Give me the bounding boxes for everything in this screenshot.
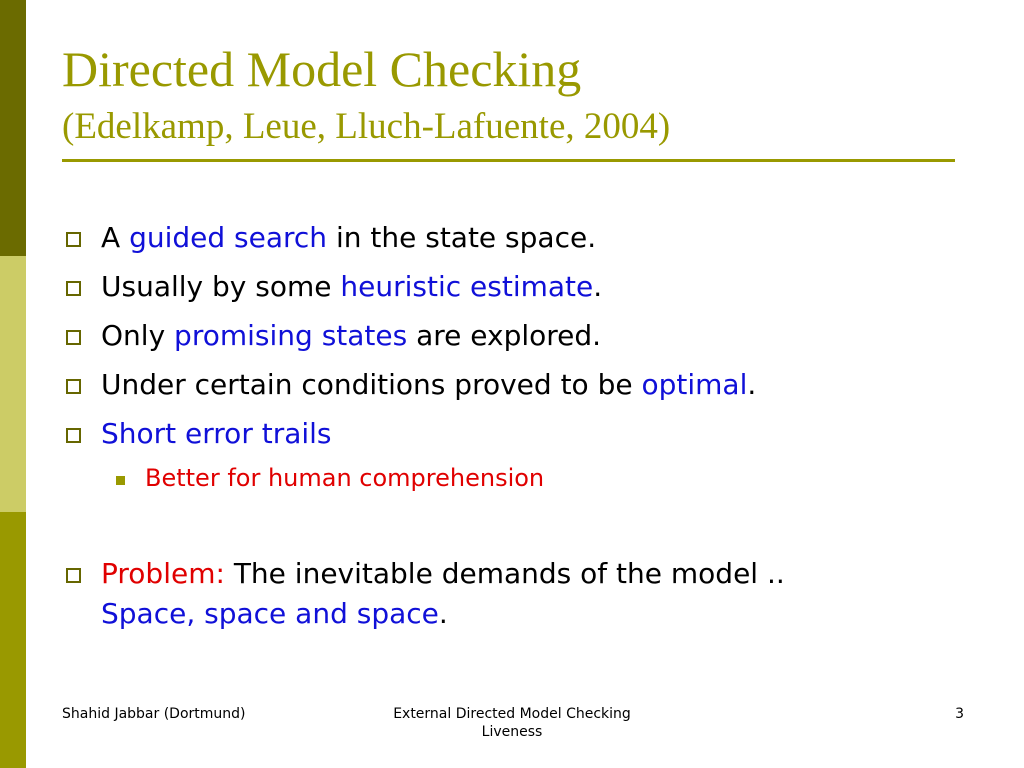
hollow-square-bullet-icon <box>66 232 81 247</box>
bullet-item-problem <box>66 554 966 638</box>
bullet-highlight: promising states <box>174 319 408 352</box>
hollow-square-bullet-icon <box>66 568 81 583</box>
page-number: 3 <box>955 706 964 722</box>
problem-highlight: Space, space and space <box>101 597 439 630</box>
bullet-highlight: heuristic estimate <box>340 270 594 303</box>
bullet-text-post: . <box>593 270 603 303</box>
bullet-text-post: . <box>747 368 757 401</box>
side-bar-top <box>0 0 26 256</box>
bullet-highlight: guided search <box>129 221 328 254</box>
bullet-highlight: optimal <box>641 368 748 401</box>
bullet-highlight: Short error trails <box>101 417 332 450</box>
filled-square-bullet-icon <box>116 476 125 485</box>
hollow-square-bullet-icon <box>66 281 81 296</box>
bullet-text-pre: Usually by some <box>101 270 341 303</box>
side-bar-bottom <box>0 512 26 768</box>
bullet-text-pre: Under certain conditions proved to be <box>101 368 642 401</box>
problem-label: Problem: <box>101 557 225 590</box>
hollow-square-bullet-icon <box>66 330 81 345</box>
slide-subtitle: (Edelkamp, Leue, Lluch-Lafuente, 2004) <box>62 106 671 147</box>
footer-title-line1: External Directed Model Checking <box>393 706 631 722</box>
bullet-text-pre: Only <box>101 319 175 352</box>
side-bar-middle <box>0 256 26 512</box>
slide-title: Directed Model Checking <box>62 41 582 97</box>
bullet-text-post: are explored. <box>407 319 602 352</box>
bullet-text-post: in the state space. <box>327 221 597 254</box>
sub-bullet-text: Better for human comprehension <box>145 464 545 492</box>
title-divider <box>62 159 955 162</box>
hollow-square-bullet-icon <box>66 428 81 443</box>
hollow-square-bullet-icon <box>66 379 81 394</box>
problem-text: The inevitable demands of the model .. <box>224 557 785 590</box>
bullet-text-pre: A <box>101 221 130 254</box>
problem-text-post: . <box>438 597 448 630</box>
footer-author: Shahid Jabbar (Dortmund) <box>62 706 246 722</box>
footer-title <box>362 705 662 741</box>
footer-title-line2: Liveness <box>481 724 543 740</box>
